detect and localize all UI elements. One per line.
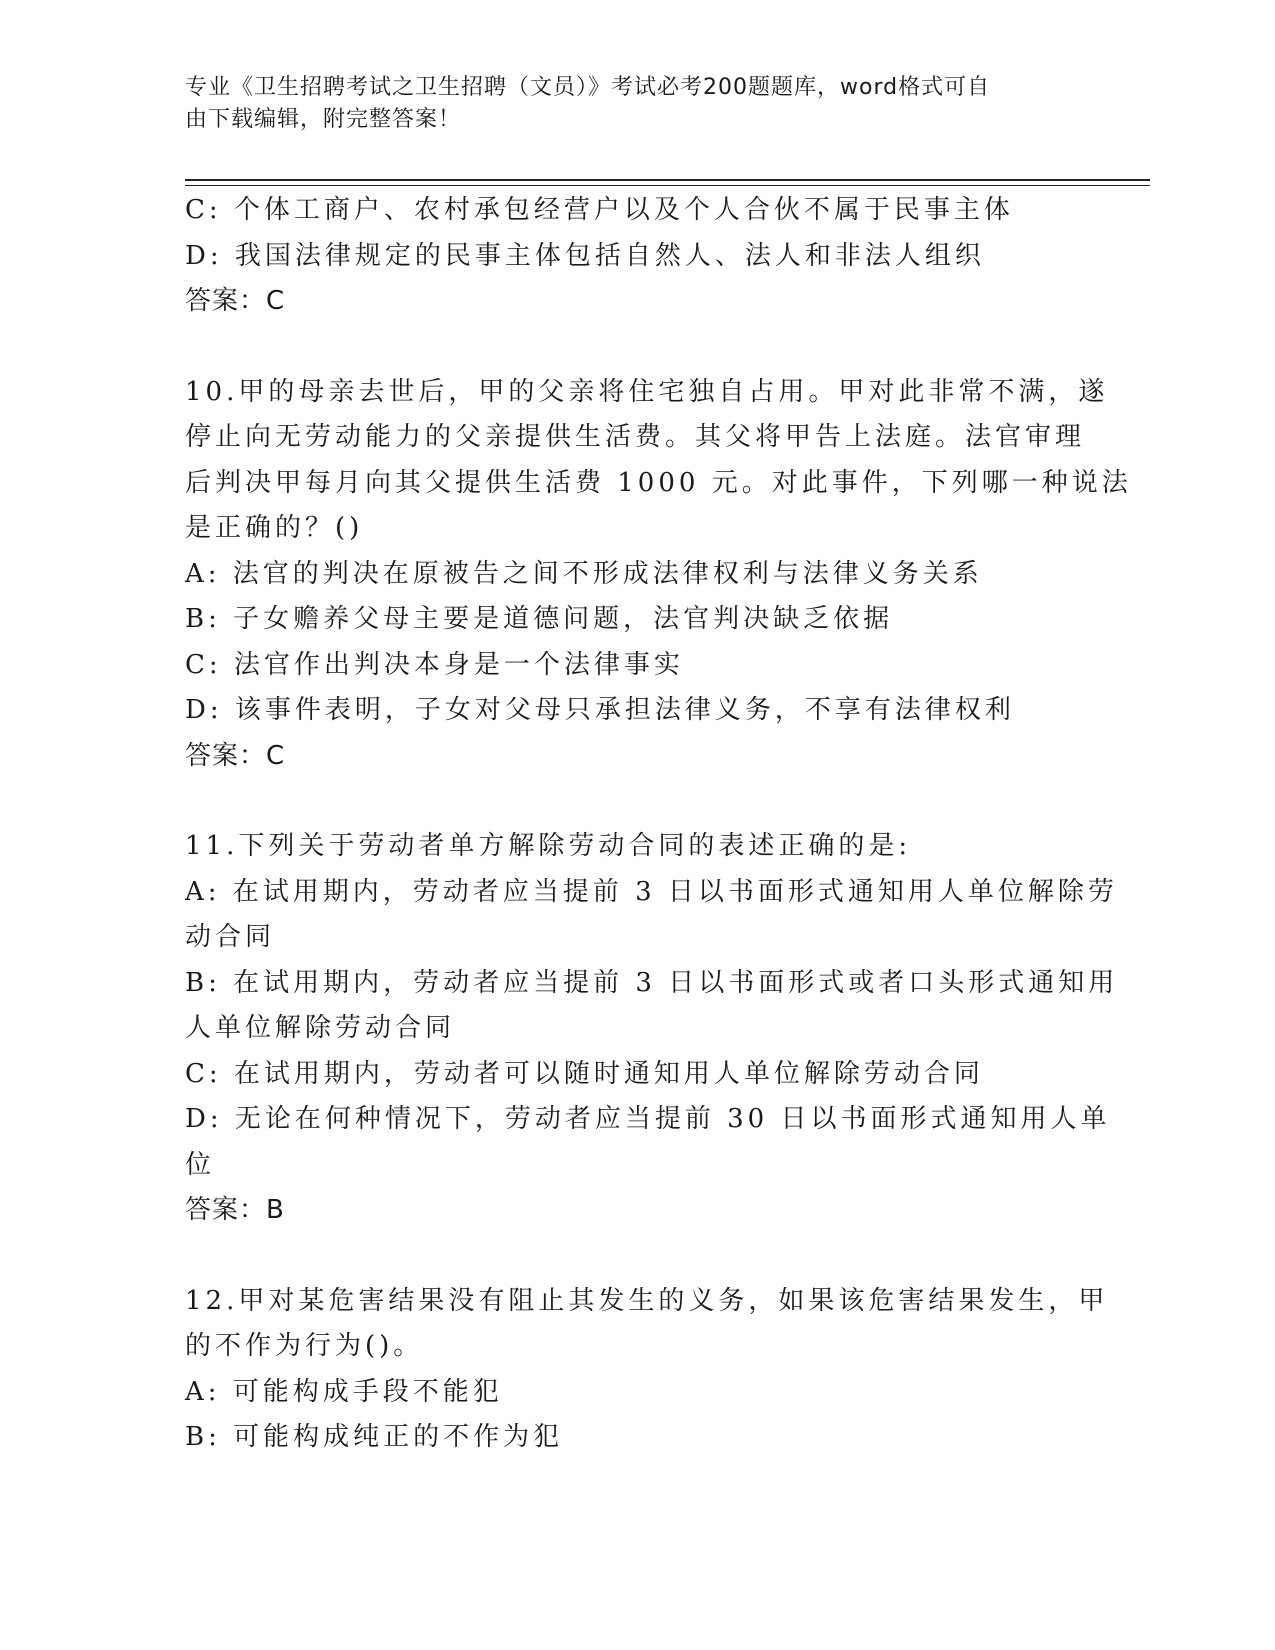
- question-stem: 停止向无劳动能力的父亲提供生活费。其父将甲告上法庭。法官审理: [185, 422, 1086, 452]
- option-a: A: 在试用期内，劳动者应当提前 3 日以书面形式通知用人单位解除劳: [185, 876, 1118, 907]
- option-b: B: 在试用期内，劳动者应当提前 3 日以书面形式或者口头形式通知用: [185, 967, 1119, 998]
- document-body: [185, 188, 1132, 1461]
- header-divider-thick: [185, 179, 1150, 181]
- question-stem: 11.下列关于劳动者单方解除劳动合同的表述正确的是:: [185, 831, 912, 861]
- question-stem: 12.甲对某危害结果没有阻止其发生的义务，如果该危害结果发生，甲: [185, 1285, 1109, 1316]
- question-stem: 10.甲的母亲去世后，甲的父亲将住宅独自占用。甲对此非常不满，遂: [185, 376, 1109, 407]
- option-d: D: 我国法律规定的民事主体包括自然人、法人和非法人组织: [185, 240, 985, 271]
- option-d-continued: 位: [185, 1149, 216, 1180]
- header-line-2: 由下载编辑，附完整答案！: [185, 107, 462, 132]
- option-a: A: 可能构成手段不能犯: [185, 1376, 503, 1407]
- option-a: A: 法官的判决在原被告之间不形成法律权利与法律义务关系: [185, 558, 983, 589]
- option-b: B: 子女赡养父母主要是道德问题，法官判决缺乏依据: [185, 604, 894, 634]
- option-c: C: 在试用期内，劳动者可以随时通知用人单位解除劳动合同: [185, 1058, 984, 1089]
- answer-line: 答案：C: [185, 740, 286, 771]
- question-10: [185, 370, 1132, 780]
- question-stem: 后判决甲每月向其父提供生活费 1000 元。对此事件，下列哪一种说法: [185, 467, 1132, 498]
- header-line-1: 专业《卫生招聘考试之卫生招聘（文员）》考试必考200题题库，word格式可自: [185, 75, 991, 100]
- option-b-continued: 人单位解除劳动合同: [185, 1013, 456, 1043]
- question-stem: 是正确的？(): [185, 513, 364, 543]
- question-12: [185, 1279, 1109, 1461]
- answer-line: 答案：B: [185, 1195, 285, 1225]
- option-a-continued: 动合同: [185, 922, 276, 952]
- question-stem: 的不作为行为()。: [185, 1331, 424, 1361]
- question-11: [185, 824, 1119, 1234]
- option-c: C: 个体工商户、农村承包经营户以及个人合伙不属于民事主体: [185, 195, 1014, 225]
- option-d: D: 无论在何种情况下，劳动者应当提前 30 日以书面形式通知用人单: [185, 1104, 1111, 1134]
- question-9-tail: [185, 188, 1065, 325]
- document-header: [185, 72, 1065, 136]
- option-d: D: 该事件表明，子女对父母只承担法律义务，不享有法律权利: [185, 695, 1015, 725]
- option-b: B: 可能构成纯正的不作为犯: [185, 1422, 564, 1452]
- header-divider-thin: [185, 185, 1150, 186]
- option-c: C: 法官作出判决本身是一个法律事实: [185, 649, 684, 680]
- answer-line: 答案：C: [185, 286, 286, 316]
